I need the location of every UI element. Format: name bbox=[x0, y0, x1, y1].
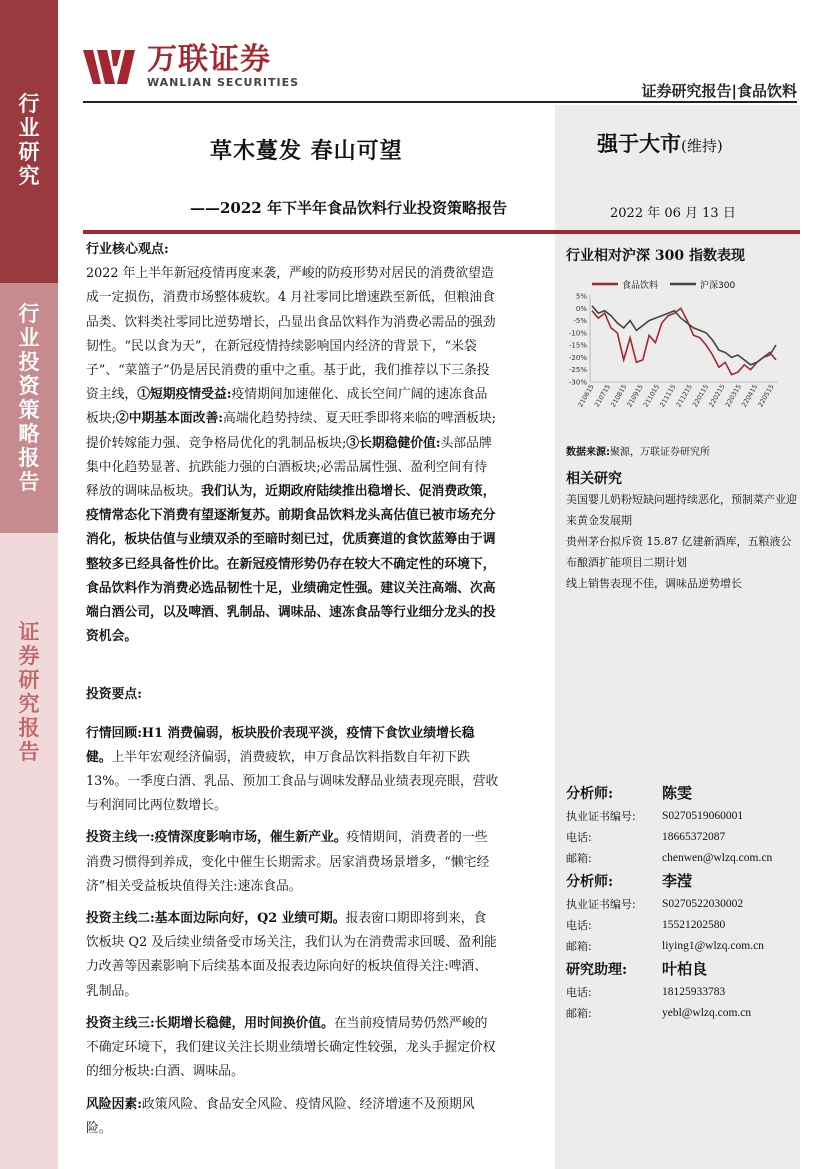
related-list bbox=[566, 489, 798, 594]
main-content bbox=[86, 238, 499, 1149]
source-label: 数据来源: bbox=[566, 447, 610, 458]
x-tick-label: 220315 bbox=[723, 383, 744, 409]
y-tick-label: -10% bbox=[568, 329, 587, 338]
cert-number: S0270522030002 bbox=[662, 897, 744, 910]
x-tick-label: 220215 bbox=[707, 383, 727, 409]
y-tick-label: -25% bbox=[568, 366, 587, 375]
analyst-name-row: 分析师: 李滢 bbox=[566, 872, 693, 890]
x-tick-label: 211115 bbox=[658, 383, 678, 409]
x-tick-label: 211015 bbox=[641, 383, 662, 409]
y-tick-label: 5% bbox=[575, 292, 587, 301]
email-link[interactable]: yebl@wlzq.com.cn bbox=[662, 1006, 752, 1019]
y-tick-label: -5% bbox=[573, 317, 587, 326]
header-divider bbox=[83, 101, 797, 103]
x-tick-label: 210715 bbox=[592, 383, 613, 409]
analyst-name: 陈雯 bbox=[662, 784, 693, 802]
y-tick-label: 0% bbox=[575, 304, 587, 313]
core-paragraph bbox=[86, 262, 499, 649]
title-divider bbox=[83, 230, 555, 234]
point-item: 投资主线三:长期增长稳健，用时间换价值。在当前疫情局势仍然严峻的不确定环境下，我们建议关注长期业绩增长确定性较强，龙头手握定价权的细分板块:白酒、调味品。 bbox=[86, 1015, 496, 1080]
report-title: 草木蔓发 春山可望 bbox=[210, 138, 403, 164]
core-intro: 2022 年上半年新冠疫情再度来袭，严峻的防疫形势对居民的消费欲望造成一定损伤，消费市场整体疲软。4 月社零同比增速跌至新低，但粮油食品类、饮料类社零同比逆势增长，凸显出食品饮料作为消费必需品的强劲韧性。“民以食为天”，在新冠疫情持续影响国内经济的背景下，“米袋子”、“菜篮子”仍是居民消费的重中之重。基于此，我们推荐以下三条投资主线， bbox=[86, 266, 496, 403]
core-conclusion: 我们认为，近期政府陆续推出稳增长、促消费政策，疫情常态化下消费有望逐渐复苏。前期食品饮料龙头高估值已被市场充分消化，板块估值与业绩双杀的至暗时刻已过，优质赛道的食饮蓝筹由于调整较多已经具备性价比。在新冠疫情形势仍存在较大不确定性的环境下，食品饮料作为消费必选品韧性十足，业绩确定性强。建议关注高端、次高端白酒公司，以及啤酒、乳制品、调味品、速冻食品等行业细分龙头的投资机会。 bbox=[86, 484, 496, 645]
analyst-name: 李滢 bbox=[662, 872, 693, 890]
relative-performance-chart bbox=[560, 272, 790, 432]
line2-text: 高端化趋势持续、夏天旺季即将来临的啤酒板块;提价转嫁能力强、竞争格局优化的乳制品板块; bbox=[86, 411, 497, 451]
points-heading: 投资要点: bbox=[86, 687, 142, 703]
company-logo bbox=[83, 44, 299, 90]
x-tick-label: 220415 bbox=[740, 383, 760, 409]
line3-text: 头部品牌集中化趋势显著、抗跌能力强的白酒板块;必需品属性强、盈利空间有待释放的调味品板块。 bbox=[86, 435, 492, 500]
assistant-name-row: 研究助理: 叶柏良 bbox=[566, 960, 708, 978]
chart-svg bbox=[560, 272, 790, 432]
line2-head: ②中期基本面改善: bbox=[115, 411, 224, 427]
report-subtitle: ——2022 年下半年食品饮料行业投资策略报告 bbox=[190, 199, 507, 217]
phone: 18665372087 bbox=[662, 830, 726, 843]
chart-source bbox=[566, 443, 710, 458]
series-line bbox=[592, 308, 776, 374]
assistant-name: 叶柏良 bbox=[662, 960, 708, 978]
side-label-industry-research: 行 业 研 究 bbox=[18, 92, 40, 188]
analyst-name-row: 分析师: 陈雯 bbox=[566, 784, 693, 802]
analyst-block: 分析师: 陈雯 执业证书编号: S0270519060001 电话: 18665372087 邮箱: chenwen@wlzq.com.cn 分析师: 李滢 执业证书编号: S0270522030002 电话: 15521202580 邮箱: liying1@wlzq.com.cn 研究助理: 叶柏良 电话: 18125933783 邮箱: yebl@wlzq.com.cn bbox=[566, 780, 798, 1023]
related-item[interactable]: 美国婴儿奶粉短缺问题持续恶化，预制菜产业迎来黄金发展期 bbox=[566, 493, 797, 527]
rating bbox=[597, 128, 723, 158]
point-item: 投资主线一:疫情深度影响市场，催生新产业。疫情期间，消费者的一些消费习惯得到养成，变化中催生长期需求。居家消费场景增多，“懒宅经济”相关受益板块值得关注:速冻食品。 bbox=[86, 830, 490, 894]
title-divider-right bbox=[555, 230, 800, 234]
line1-head: ①短期疫情受益: bbox=[137, 387, 232, 403]
wanlian-logo-icon bbox=[83, 44, 139, 90]
x-tick-label: 220515 bbox=[756, 383, 776, 409]
point-item: 行情回顾:H1 消费偏弱，板块股价表现平淡，疫情下食饮业绩增长稳健。上半年宏观经济偏弱，消费疲软，申万食品饮料指数自年初下跌 13%。一季度白酒、乳品、预加工食品与调味发酵品业绩表现亮眼，营收与利润同比两位数增长。 bbox=[86, 725, 499, 814]
line3-head: ③长期稳健价值: bbox=[346, 435, 441, 451]
y-tick-label: -20% bbox=[568, 353, 587, 362]
related-item[interactable]: 线上销售表现不佳，调味品逆势增长 bbox=[566, 577, 742, 590]
point-item: 投资主线二:基本面边际向好，Q2 业绩可期。报表窗口期即将到来，食饮板块 Q2 及后续业绩备受市场关注，我们认为在消费需求回暖、盈利能力改善等因素影响下后续基本面及报表边际向好的板块值得关注:啤酒、乳制品。 bbox=[86, 911, 497, 999]
x-tick-label: 220115 bbox=[690, 383, 711, 409]
phone: 18125933783 bbox=[662, 985, 726, 998]
phone: 15521202580 bbox=[662, 918, 726, 931]
side-label-strategy-report: 行 业 投 资 策 略 报 告 bbox=[18, 302, 40, 494]
email-link[interactable]: liying1@wlzq.com.cn bbox=[662, 939, 764, 952]
logo-chinese-name: 万联证券 bbox=[147, 42, 271, 77]
report-date: 2022 年 06 月 13 日 bbox=[610, 206, 736, 221]
legend-label: 沪深300 bbox=[700, 281, 736, 291]
cert-number: S0270519060001 bbox=[662, 809, 744, 822]
rating-note: (维持) bbox=[681, 137, 723, 155]
line1-text: 疫情期间加速催化、成长空间广阔的速冻食品板块; bbox=[86, 387, 488, 427]
rating-value: 强于大市 bbox=[597, 131, 681, 156]
x-tick-label: 210915 bbox=[625, 383, 645, 409]
report-type: 证券研究报告|食品饮料 bbox=[641, 82, 797, 100]
related-heading: 相关研究 bbox=[566, 471, 622, 487]
y-tick-label: -30% bbox=[568, 378, 587, 387]
legend-label: 食品饮料 bbox=[622, 281, 659, 291]
point-item: 风险因素:政策风险、食品安全风险、疫情风险、经济增速不及预期风险。 bbox=[86, 1096, 475, 1136]
chart-title: 行业相对沪深 300 指数表现 bbox=[566, 248, 745, 264]
logo-english-name: WANLIAN SECURITIES bbox=[147, 76, 300, 89]
source-text: 聚源，万联证券研究所 bbox=[610, 447, 710, 458]
y-tick-label: -15% bbox=[568, 341, 587, 350]
x-tick-label: 211215 bbox=[674, 383, 694, 409]
x-tick-label: 210615 bbox=[576, 383, 596, 409]
side-label-securities-report: 证 券 研 究 报 告 bbox=[18, 620, 40, 764]
email-link[interactable]: chenwen@wlzq.com.cn bbox=[662, 851, 773, 864]
related-item[interactable]: 贵州茅台拟斥资 15.87 亿建新酒库，五粮液公布酿酒扩能项目二期计划 bbox=[566, 535, 792, 569]
x-tick-label: 210815 bbox=[609, 383, 629, 409]
core-heading: 行业核心观点: bbox=[86, 242, 169, 257]
